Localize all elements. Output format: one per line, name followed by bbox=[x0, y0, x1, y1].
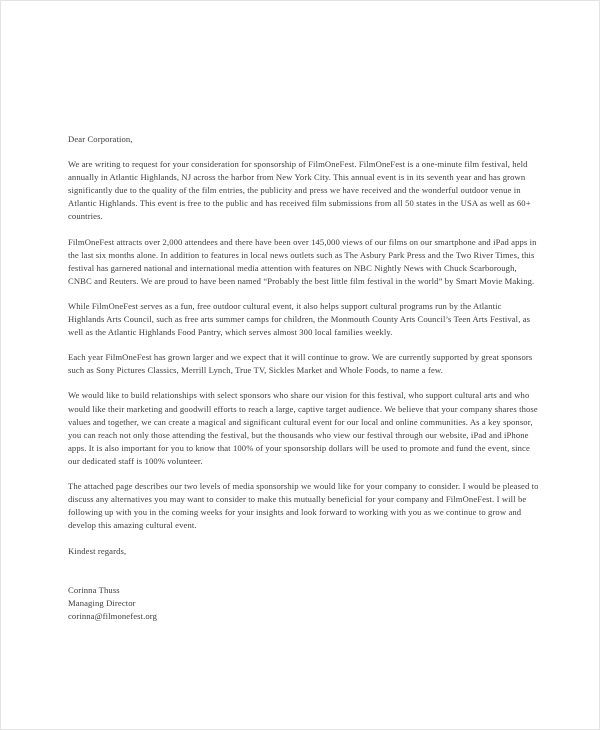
paragraph-current-sponsors: Each year FilmOneFest has grown larger and we expect that it will continue to grow. We are currently supported by great sponsors such as Sony Pictures Classics, Merrill Lynch, True TV, Sickles Market and Whole Foods, to name a few. bbox=[68, 352, 533, 376]
signer-email: corinna@filmonefest.org bbox=[68, 610, 158, 621]
signature-block bbox=[68, 584, 540, 622]
paragraph-attached-page: The attached page describes our two levels of media sponsorship we would like for your company to consider. I would be pleased to discuss any alternatives you may want to consider to make this mutually beneficial for your company and FilmOneFest. I will be following up with you in the coming weeks for your insights and look forward to working with you as we continue to grow and develop this amazing cultural event. bbox=[68, 480, 539, 531]
letter-body bbox=[68, 133, 540, 622]
paragraph-reach-and-press: FilmOneFest attracts over 2,000 attendees and there have been over 145,000 views of our films on our smartphone and iPad apps in the last six months alone. In addition to features in local news outlets such as The Asbury Park Press and the Two River Times, this festival has garnered national and international media attention with features on NBC Nightly News with Chuck Scarborough, CNBC and Reuters. We are proud to have been named “Probably the best little film festival in the world” by Smart Movie Making. bbox=[68, 236, 537, 286]
signer-title: Managing Director bbox=[68, 598, 136, 609]
salutation: Dear Corporation, bbox=[68, 134, 133, 144]
signer-name: Corinna Thuss bbox=[68, 585, 120, 596]
paragraph-sponsorship-vision: We would like to build relationships with select sponsors who share our vision for this festival, who support cultural arts and who would like their marketing and goodwill efforts to reach a large, captive target audience. We believe that your company shares those values and together, we can create a magical and significant cultural event for our local and online communities. As a key sponsor, you can reach not only those attending the festival, but the thousands who view our festival through our website, iPad and iPhone apps. It is also important for you to know that 100% of your sponsorship dollars will be used to promote and fund the event, since our dedicated staff is 100% volunteer. bbox=[68, 390, 538, 466]
paragraph-community-programs: While FilmOneFest serves as a fun, free outdoor cultural event, it also helps support cultural programs run by the Atlantic Highlands Arts Council, such as free arts summer camps for children, the Monmouth County Arts Council’s Teen Arts Festival, as well as the Atlantic Highlands Food Pantry, which serves almost 300 local families weekly. bbox=[68, 300, 531, 338]
closing: Kindest regards, bbox=[68, 546, 127, 557]
paragraph-intro: We are writing to request for your consideration for sponsorship of FilmOneFest. FilmOneFest is a one-minute film festival, held annually in Atlantic Highlands, NJ across the harbor from New York City. This annual event is in its seventh year and has grown significantly due to the quality of the film entries, the publicity and press we have received and the wonderful outdoor venue in Atlantic Highlands. This event is free to the public and has received film submissions from all 50 states in the USA as well as 60+ countries. bbox=[68, 159, 531, 222]
